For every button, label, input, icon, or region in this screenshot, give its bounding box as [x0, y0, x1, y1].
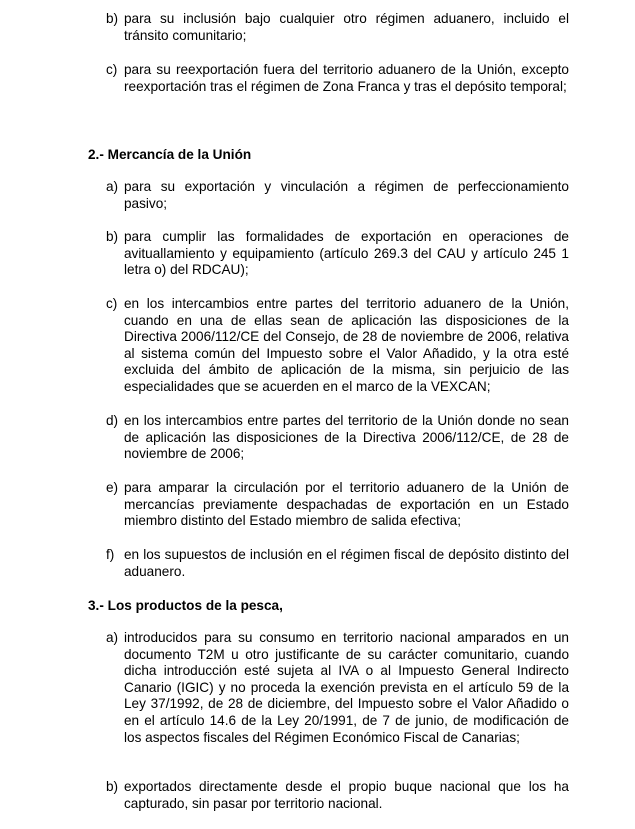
section-heading: 3.- Los productos de la pesca, — [88, 598, 283, 613]
list-item — [106, 630, 569, 746]
list-item-text: exportados directamente desde el propio buque nacional que los ha capturado, sin pasar por territorio nacional. — [124, 779, 569, 811]
list-marker: a) — [106, 630, 119, 645]
list-marker: c) — [106, 62, 118, 77]
list-item — [106, 480, 569, 530]
list-item — [106, 296, 569, 396]
list-marker: b) — [106, 779, 119, 794]
list-marker: b) — [106, 11, 119, 26]
list-item-text: introducidos para su consumo en territorio nacional amparados en un documento T2M u otro justificante de su carácter comunitario, cuando dicha introducción esté sujeta al IVA o al Impuesto General Indirecto Canario (IGIC) y no proceda la exención prevista en el artículo 59 de la Ley 37/1992, de 28 de diciembre, del Impuesto sobre el Valor Añadido o en el artículo 14.6 de la Ley 20/1991, de 7 de junio, de modificación de los aspectos fiscales del Régimen Económico Fiscal de Canarias; — [124, 630, 569, 745]
list-marker: c) — [106, 296, 118, 311]
list-marker: b) — [106, 229, 119, 244]
list-item — [106, 62, 569, 95]
list-marker: a) — [106, 179, 119, 194]
list-item — [106, 413, 569, 463]
list-item-text: para su exportación y vinculación a régimen de perfeccionamiento pasivo; — [124, 179, 569, 211]
section-heading: 2.- Mercancía de la Unión — [88, 147, 252, 162]
list-item-text: para su reexportación fuera del territorio aduanero de la Unión, excepto reexportación tras el régimen de Zona Franca y tras el depósito temporal; — [124, 62, 569, 94]
list-item-text: en los intercambios entre partes del territorio aduanero de la Unión, cuando en una de ellas sean de aplicación las disposiciones de la Directiva 2006/112/CE del Consejo, de 28 de noviembre de 2006, relativa al sistema común del Impuesto sobre el Valor Añadido, y la otra esté excluida del ámbito de aplicación de la misma, sin perjuicio de las especialidades que se acuerden en el marco de la VEXCAN; — [124, 296, 569, 394]
list-item — [106, 779, 569, 812]
list-item-text: en los intercambios entre partes del territorio de la Unión donde no sean de aplicación las disposiciones de la Directiva 2006/112/CE, de 28 de noviembre de 2006; — [124, 413, 569, 462]
list-item — [106, 11, 569, 44]
list-item-text: para su inclusión bajo cualquier otro régimen aduanero, incluido el tránsito comunitario; — [124, 11, 569, 43]
list-item — [106, 547, 569, 580]
list-item-text: para cumplir las formalidades de exportación en operaciones de avituallamiento y equipamiento (artículo 269.3 del CAU y artículo 245 1 letra o) del RDCAU); — [124, 229, 569, 278]
list-marker: f) — [106, 547, 115, 562]
list-item — [106, 229, 569, 279]
list-item-text: para amparar la circulación por el territorio aduanero de la Unión de mercancías previamente despachadas de exportación en un Estado miembro distinto del Estado miembro de salida efectiva; — [124, 480, 569, 529]
list-item — [106, 179, 569, 212]
list-marker: e) — [106, 480, 119, 495]
list-item-text: en los supuestos de inclusión en el régimen fiscal de depósito distinto del aduanero. — [124, 547, 569, 579]
list-marker: d) — [106, 413, 119, 428]
